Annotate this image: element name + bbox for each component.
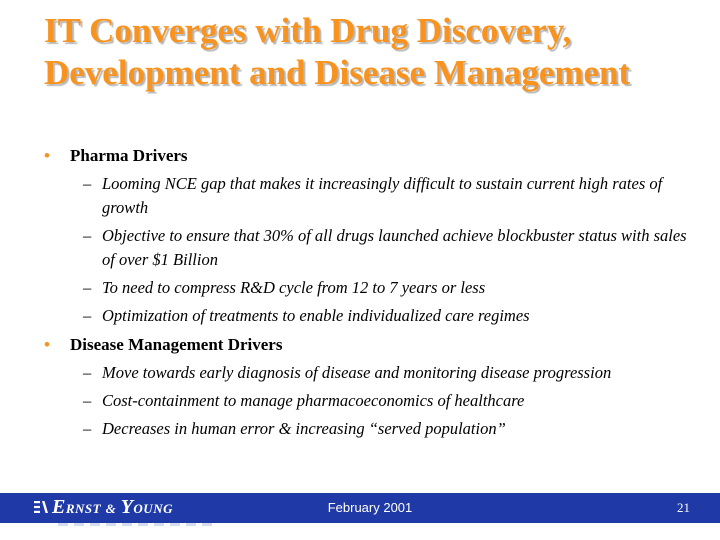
bullet-heading: Disease Management Drivers [70, 335, 283, 354]
slide-number: 21 [677, 500, 690, 515]
sub-bullet [44, 224, 694, 272]
bullet-pharma-drivers [44, 145, 694, 167]
dash-icon: – [83, 306, 92, 325]
dash-icon: – [83, 363, 92, 382]
sub-bullet-text: Cost-containment to manage pharmacoeconomics of healthcare [102, 391, 525, 410]
logo-mark-icon [34, 500, 48, 514]
bullet-heading: Pharma Drivers [70, 146, 188, 165]
sub-bullet [44, 417, 694, 441]
slide-title: IT Converges with Drug Discovery, Development and Disease Management [44, 11, 631, 92]
dash-icon: – [83, 174, 92, 193]
logo-tagline-decoration [58, 523, 218, 526]
footer-date: February 2001 [327, 500, 413, 515]
sub-bullet-text: To need to compress R&D cycle from 12 to 7 years or less [102, 278, 486, 297]
dash-icon: – [83, 278, 92, 297]
sub-bullet [44, 361, 694, 385]
bullet-disease-management-drivers [44, 334, 694, 356]
slide-content [44, 145, 694, 445]
bullet-dot-icon: • [44, 335, 50, 354]
dash-icon: – [83, 419, 92, 438]
ernst-young-logo-icon [34, 496, 173, 520]
sub-bullet-text: Decreases in human error & increasing “served population” [102, 419, 506, 438]
dash-icon: – [83, 391, 92, 410]
bullet-dot-icon: • [44, 146, 50, 165]
sub-bullet [44, 389, 694, 413]
sub-bullet [44, 172, 694, 220]
footer-bar [0, 493, 720, 523]
sub-bullet [44, 304, 694, 328]
dash-icon: – [83, 226, 92, 245]
sub-bullet-text: Objective to ensure that 30% of all drugs launched achieve blockbuster status with sales of over $1 Billion [102, 226, 687, 269]
sub-bullet-text: Move towards early diagnosis of disease and monitoring disease progression [102, 363, 612, 382]
logo-wordmark: ERNST & YOUNG [52, 496, 173, 518]
sub-bullet [44, 276, 694, 300]
sub-bullet-text: Optimization of treatments to enable individualized care regimes [102, 306, 530, 325]
sub-bullet-text: Looming NCE gap that makes it increasingly difficult to sustain current high rates of growth [102, 174, 663, 217]
